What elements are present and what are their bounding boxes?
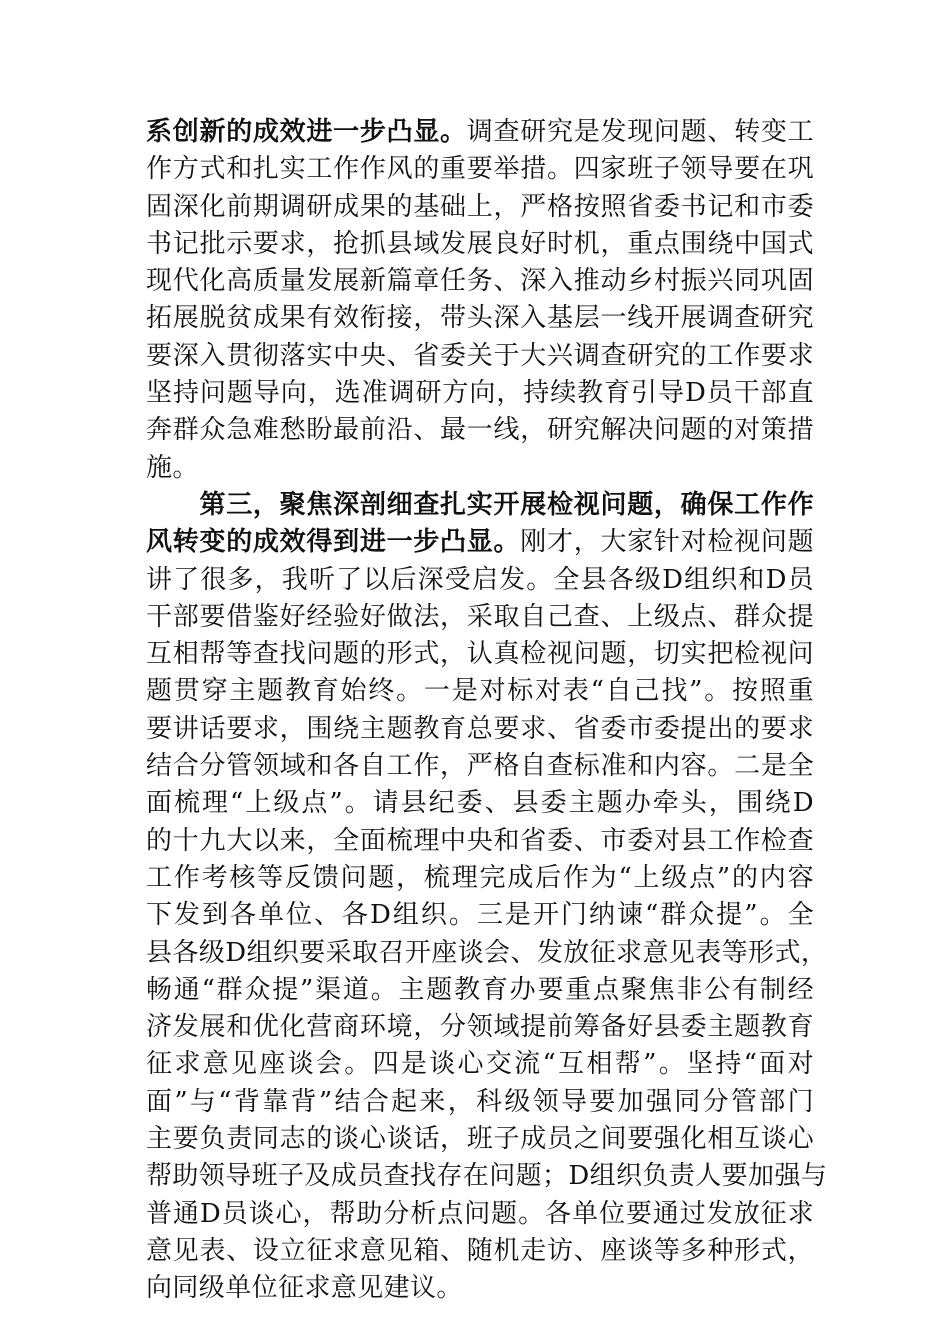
body-text-span: 征求意见座谈会。四是谈心交流“互相帮”。坚持“面对 [146, 1049, 814, 1080]
text-line [146, 1196, 814, 1233]
bold-heading-text: 系创新的成效进一步凸显。 [146, 117, 467, 147]
text-line [146, 1121, 814, 1158]
body-text-span: 题贯穿主题教育始终。一是对标对表“自己找”。按照重 [146, 676, 814, 707]
body-text-span: 互相帮等查找问题的形式，认真检视问题，切实把检视问 [146, 639, 814, 670]
text-line [146, 226, 814, 263]
body-text-span: 面梳理“上级点”。请县纪委、县委主题办牵头，围绕D [146, 788, 814, 819]
body-text-span: 济发展和优化营商环境，分领域提前筹备好县委主题教育 [146, 1012, 814, 1043]
text-line [146, 1270, 814, 1307]
body-text-span: 刚才，大家针对检视问题 [520, 527, 814, 558]
text-line [146, 711, 814, 748]
text-line [146, 673, 814, 710]
text-line [146, 263, 814, 300]
text-line [146, 1084, 814, 1121]
text-line [146, 636, 814, 673]
body-text-span: 现代化高质量发展新篇章任务、深入推动乡村振兴同巩固 [146, 266, 814, 297]
text-line [146, 972, 814, 1009]
body-text-span: 主要负责同志的谈心谈话，班子成员之间要强化相互谈心 [146, 1124, 814, 1155]
body-text-span: 作方式和扎实工作作风的重要举措。四家班子领导要在巩 [146, 154, 814, 185]
bold-heading-text: 风转变的成效得到进一步凸显。 [146, 527, 521, 558]
text-line [146, 151, 814, 188]
text-line [146, 599, 814, 636]
body-text-span: 面”与“背靠背”结合起来，科级领导要加强同分管部门 [146, 1086, 814, 1117]
body-text-span: 畅通“群众提”渠道。主题教育办要重点聚焦非公有制经 [146, 974, 814, 1005]
text-line [146, 860, 814, 897]
text-line [146, 412, 814, 449]
text-line [146, 1233, 814, 1270]
text-line [146, 748, 814, 785]
text-line [146, 1046, 814, 1083]
body-text-span: 坚持问题导向，选准调研方向，持续教育引导D员干部直 [146, 378, 814, 409]
body-text-span: 普通D员谈心，帮助分析点问题。各单位要通过发放征求 [146, 1198, 814, 1229]
text-line [146, 1009, 814, 1046]
body-text-span: 讲了很多，我听了以后深受启发。全县各级D组织和D员 [146, 564, 814, 595]
text-line [146, 785, 814, 822]
body-text-span: 帮助领导班子及成员查找存在问题；D组织负责人要加强与 [146, 1161, 828, 1192]
text-line [146, 562, 814, 599]
body-text-span: 奔群众急难愁盼最前沿、最一线，研究解决问题的对策措 [146, 415, 814, 446]
text-line [146, 524, 814, 561]
body-text-span: 干部要借鉴好经验好做法，采取自己查、上级点、群众提 [146, 601, 814, 632]
text-line [146, 375, 814, 412]
body-text [146, 114, 828, 1308]
body-text-span: 要深入贯彻落实中央、省委关于大兴调查研究的工作要求 [146, 340, 814, 371]
body-text-span: 向同级单位征求意见建议。 [146, 1273, 463, 1304]
text-line [146, 300, 814, 337]
body-text-span: 拓展脱贫成果有效衔接，带头深入基层一线开展调查研究 [146, 303, 814, 334]
text-line [146, 897, 814, 934]
text-line [146, 450, 814, 487]
body-text-span: 的十九大以来，全面梳理中央和省委、市委对县工作检查 [146, 825, 814, 856]
body-text-span: 施。 [146, 452, 199, 483]
text-line [146, 935, 828, 972]
body-text-span: 工作考核等反馈问题，梳理完成后作为“上级点”的内容 [146, 862, 814, 893]
body-text-span: 固深化前期调研成果的基础上，严格按照省委书记和市委 [146, 191, 814, 222]
text-line [146, 114, 814, 151]
text-line [146, 823, 814, 860]
bold-heading-text: 第三，聚焦深剖细查扎实开展检视问题，确保工作作 [146, 489, 814, 520]
text-line [146, 487, 814, 524]
body-text-span: 要讲话要求，围绕主题教育总要求、省委市委提出的要求 [146, 713, 814, 744]
text-line [146, 1158, 828, 1195]
body-text-span: 下发到各单位、各D组织。三是开门纳谏“群众提”。全 [146, 900, 814, 931]
text-line [146, 338, 814, 375]
body-text-span: 结合分管领域和各自工作，严格自查标准和内容。二是全 [146, 751, 814, 782]
body-text-span: 书记批示要求，抢抓县域发展良好时机，重点围绕中国式 [146, 228, 814, 259]
text-line [146, 189, 814, 226]
body-text-span: 意见表、设立征求意见箱、随机走访、座谈等多种形式， [146, 1235, 814, 1266]
body-text-span: 县各级D组织要采取召开座谈会、发放征求意见表等形式， [146, 937, 828, 968]
body-text-span: 调查研究是发现问题、转变工 [466, 117, 814, 147]
